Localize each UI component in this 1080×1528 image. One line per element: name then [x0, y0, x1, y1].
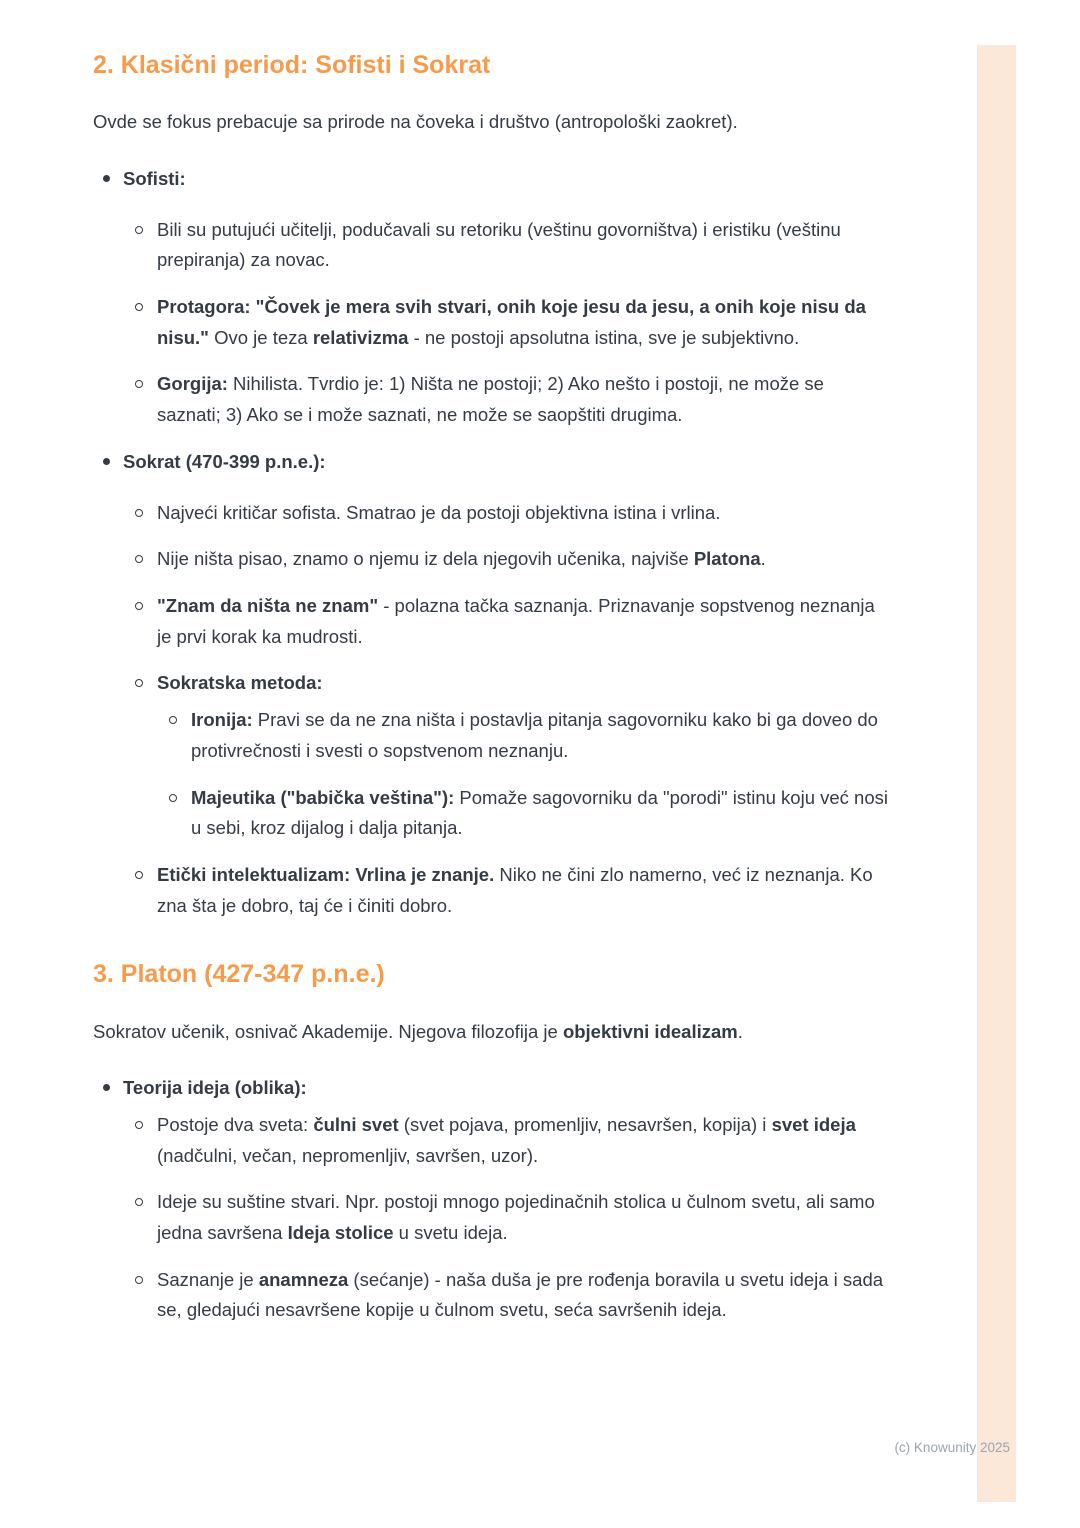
bold-text-run: čulni svet [313, 1113, 399, 1135]
text-run: . [760, 548, 766, 570]
bullet-disc-icon [103, 164, 123, 195]
list-item-text [191, 705, 889, 766]
bullet-circle-icon [135, 498, 157, 529]
bullet-circle-icon [135, 215, 157, 276]
bold-text-run: Sofisti: [123, 167, 186, 189]
list-item [135, 1265, 889, 1326]
list-item [169, 783, 889, 844]
list-item-text [157, 369, 889, 430]
bullet-circle-icon [135, 591, 157, 652]
list-item [135, 860, 889, 921]
text-run: Saznanje je [157, 1268, 259, 1290]
paragraph [93, 107, 889, 138]
text-run: Nije ništa pisao, znamo o njemu iz dela njegovih učenika, najviše [157, 548, 694, 570]
list-item-text [157, 1265, 889, 1326]
text-run: 2. Klasični period: Sofisti i Sokrat [93, 51, 491, 79]
bold-text-run: objektivni idealizam [562, 1020, 738, 1042]
list-item [135, 544, 889, 575]
list-item-text [157, 860, 889, 921]
list-item-text [123, 447, 889, 478]
text-run: Nihilista. Tvrdio je: 1) Ništa ne postoji; 2) Ako nešto i postoji, ne može se saznati; 3) Ako se i može saznati, ne može se saopštiti drugima. [157, 373, 824, 426]
bold-text-run: relativizma [312, 326, 409, 348]
bold-text-run: Ideja stolice [287, 1222, 394, 1244]
list-item [169, 705, 889, 766]
list-item [135, 369, 889, 430]
text-run: Ovo je teza [208, 326, 313, 348]
bold-text-run: Etički intelektualizam: Vrlina je znanje. [157, 863, 495, 885]
text-run: u svetu ideja. [393, 1222, 508, 1244]
text-run: Pravi se da ne zna ništa i postavlja pitanja sagovorniku kako bi ga doveo do protivrečnosti i svesti o sopstvenom neznanju. [191, 709, 878, 761]
document-content [93, 50, 889, 1342]
bold-text-run: svet ideja [771, 1113, 856, 1135]
right-margin-stripe [977, 45, 1016, 1502]
section-heading [93, 959, 889, 990]
text-run: Niko ne čini zlo namerno, već iz neznanja. Ko zna šta je dobro, taj će i činiti dobro. [157, 863, 873, 916]
list-item-text [157, 668, 889, 699]
text-run: (nadčulni, večan, nepromenljiv, savršen, uzor). [157, 1144, 539, 1166]
bullet-circle-icon [169, 783, 191, 844]
bold-text-run: Gorgija: [157, 373, 228, 395]
list-item-text [191, 783, 889, 844]
list-item [135, 1187, 889, 1248]
text-run: Sokratov učenik, osnivač Akademije. Njegova filozofija je [93, 1020, 563, 1042]
list-item-text [123, 164, 889, 195]
watermark: (c) Knowunity 2025 [894, 1440, 1010, 1455]
bullet-circle-icon [135, 292, 157, 353]
list-item [103, 164, 889, 195]
text-run: Najveći kritičar sofista. Smatrao je da postoji objektivna istina i vrlina. [157, 501, 721, 523]
list-item-text [157, 292, 889, 353]
bold-text-run: Ironija: [191, 709, 253, 731]
bullet-circle-icon [135, 1265, 157, 1326]
text-run: . [737, 1020, 743, 1042]
bold-text-run: "Znam da ništa ne znam" [157, 594, 379, 616]
text-run: Ideje su suštine stvari. Npr. postoji mnogo pojedinačnih stolica u čulnom svetu, ali samo jedna savršena [157, 1191, 875, 1244]
list-item-text [123, 1073, 889, 1104]
list-item [135, 1110, 889, 1171]
bold-text-run: Majeutika ("babička veština"): [191, 786, 455, 808]
list-item [135, 668, 889, 699]
list-item-text [157, 1187, 889, 1248]
list-item [135, 215, 889, 276]
text-run: 3. Platon (427-347 p.n.e.) [93, 960, 385, 989]
list-item-text [157, 544, 889, 575]
text-run: - polazna tačka saznanja. Priznavanje sopstvenog neznanja je prvi korak ka mudrosti. [157, 594, 875, 647]
list-item-text [157, 591, 889, 652]
bold-text-run: Protagora: "Čovek je mera svih stvari, onih koje jesu da jesu, a onih koje nisu da nisu." [157, 296, 866, 348]
text-run: - ne postoji apsolutna istina, sve je subjektivno. [408, 326, 800, 348]
paragraph [93, 1017, 889, 1048]
bold-text-run: Teorija ideja (oblika): [123, 1077, 307, 1099]
bullet-circle-icon [135, 369, 157, 430]
list-item [135, 591, 889, 652]
text-run: (svet pojava, promenljiv, nesavršen, kopija) i [398, 1113, 772, 1135]
list-item-text [157, 1110, 889, 1171]
list-item [135, 498, 889, 529]
bold-text-run: Sokratska metoda: [157, 672, 323, 694]
list-item-text [157, 498, 889, 529]
bold-text-run: anamneza [258, 1268, 349, 1290]
text-run: Pomaže sagovorniku da "porodi" istinu koju već nosi u sebi, kroz dijalog i dalja pitanja. [191, 786, 888, 839]
bullet-circle-icon [135, 668, 157, 699]
bullet-circle-icon [169, 705, 191, 766]
section-heading [93, 50, 889, 81]
bold-text-run: Sokrat (470-399 p.n.e.): [123, 450, 326, 472]
list-item [103, 447, 889, 478]
bold-text-run: Platona [693, 548, 761, 570]
bullet-circle-icon [135, 1187, 157, 1248]
text-run: Ovde se fokus prebacuje sa prirode na čoveka i društvo (antropološki zaokret). [93, 111, 738, 133]
list-item [103, 1073, 889, 1104]
bullet-disc-icon [103, 447, 123, 478]
bullet-circle-icon [135, 860, 157, 921]
bullet-circle-icon [135, 544, 157, 575]
bullet-disc-icon [103, 1073, 123, 1104]
text-run: Bili su putujući učitelji, podučavali su retoriku (veštinu govorništva) i eristiku (veštinu prepiranja) za novac. [157, 218, 841, 271]
text-run: (sećanje) - naša duša je pre rođenja boravila u svetu ideja i sada se, gledajući nesavršene kopije u čulnom svetu, seća savršenih ideja. [157, 1268, 884, 1321]
list-item-text [157, 215, 889, 276]
list-item [135, 292, 889, 353]
text-run: Postoje dva sveta: [157, 1113, 314, 1135]
bullet-circle-icon [135, 1110, 157, 1171]
